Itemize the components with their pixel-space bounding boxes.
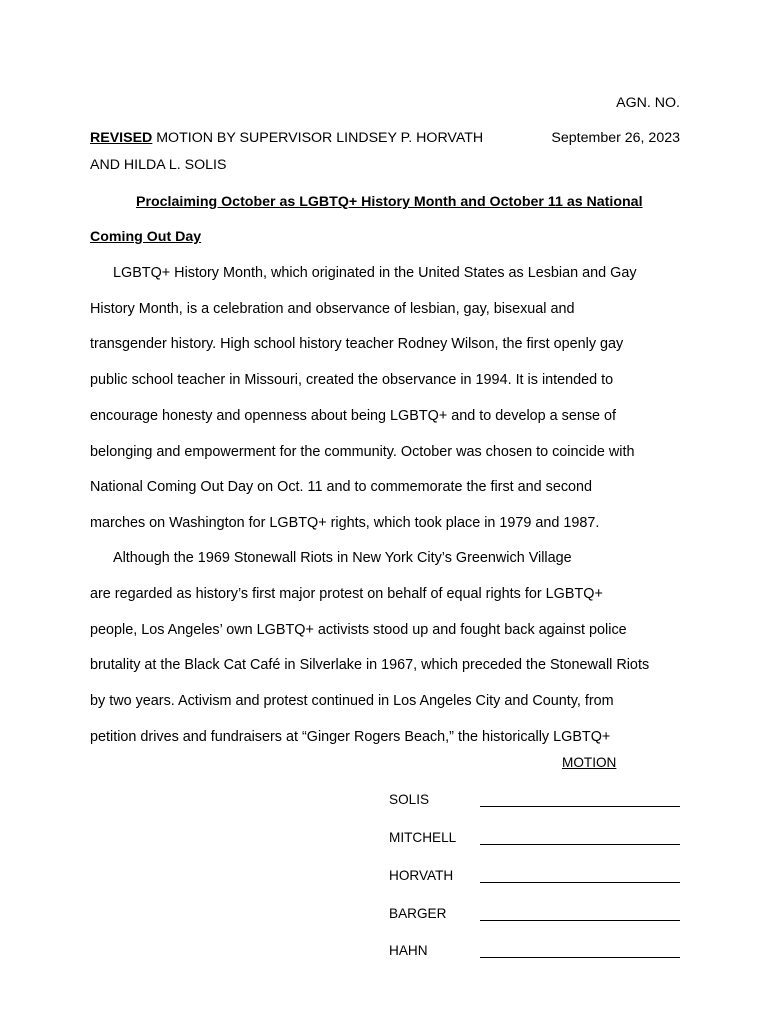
vote-name-hahn: HAHN bbox=[389, 943, 428, 958]
vote-line-hahn bbox=[480, 957, 680, 958]
vote-line-horvath bbox=[480, 882, 680, 883]
vote-line-solis bbox=[480, 806, 680, 807]
motion-by-text: MOTION BY SUPERVISOR LINDSEY P. HORVATH bbox=[152, 130, 484, 146]
vote-line-barger bbox=[480, 920, 680, 921]
motion-author-line bbox=[90, 129, 483, 147]
body-line-8: marches on Washington for LGBTQ+ rights, which took place in 1979 and 1987. bbox=[90, 515, 600, 531]
body-line-5: encourage honesty and openness about being LGBTQ+ and to develop a sense of bbox=[90, 408, 617, 424]
body-line-11: people, Los Angeles’ own LGBTQ+ activists stood up and fought back against police bbox=[90, 622, 627, 638]
vote-line-mitchell bbox=[480, 844, 680, 845]
co-sponsor: AND HILDA L. SOLIS bbox=[90, 157, 227, 173]
vote-name-barger: BARGER bbox=[389, 906, 447, 921]
body-line-10: are regarded as history’s first major protest on behalf of equal rights for LGBTQ+ bbox=[90, 586, 603, 602]
agenda-number: AGN. NO. bbox=[616, 95, 680, 111]
motion-date: September 26, 2023 bbox=[551, 130, 680, 146]
motion-title-line-1: Proclaiming October as LGBTQ+ History Month and October 11 as National bbox=[136, 194, 643, 210]
body-line-7: National Coming Out Day on Oct. 11 and to commemorate the first and second bbox=[90, 479, 593, 495]
revised-label: REVISED bbox=[90, 130, 153, 146]
vote-name-solis: SOLIS bbox=[389, 792, 430, 807]
body-line-13: by two years. Activism and protest continued in Los Angeles City and County, from bbox=[90, 693, 614, 709]
body-line-12: brutality at the Black Cat Café in Silverlake in 1967, which preceded the Stonewall Riots bbox=[90, 657, 650, 673]
body-line-3: transgender history. High school history teacher Rodney Wilson, the first openly gay bbox=[90, 336, 624, 352]
body-line-2: History Month, is a celebration and observance of lesbian, gay, bisexual and bbox=[90, 301, 575, 317]
body-line-4: public school teacher in Missouri, created the observance in 1994. It is intended to bbox=[90, 372, 614, 388]
body-line-1: LGBTQ+ History Month, which originated in the United States as Lesbian and Gay bbox=[113, 265, 637, 281]
body-line-6: belonging and empowerment for the community. October was chosen to coincide with bbox=[90, 444, 635, 460]
vote-heading: MOTION bbox=[562, 755, 617, 770]
body-line-9: Although the 1969 Stonewall Riots in New York City’s Greenwich Village bbox=[113, 550, 572, 566]
vote-name-mitchell: MITCHELL bbox=[389, 830, 457, 845]
body-line-14: petition drives and fundraisers at “Ginger Rogers Beach,” the historically LGBTQ+ bbox=[90, 729, 611, 745]
vote-name-horvath: HORVATH bbox=[389, 868, 454, 883]
motion-title-line-2: Coming Out Day bbox=[90, 229, 202, 245]
